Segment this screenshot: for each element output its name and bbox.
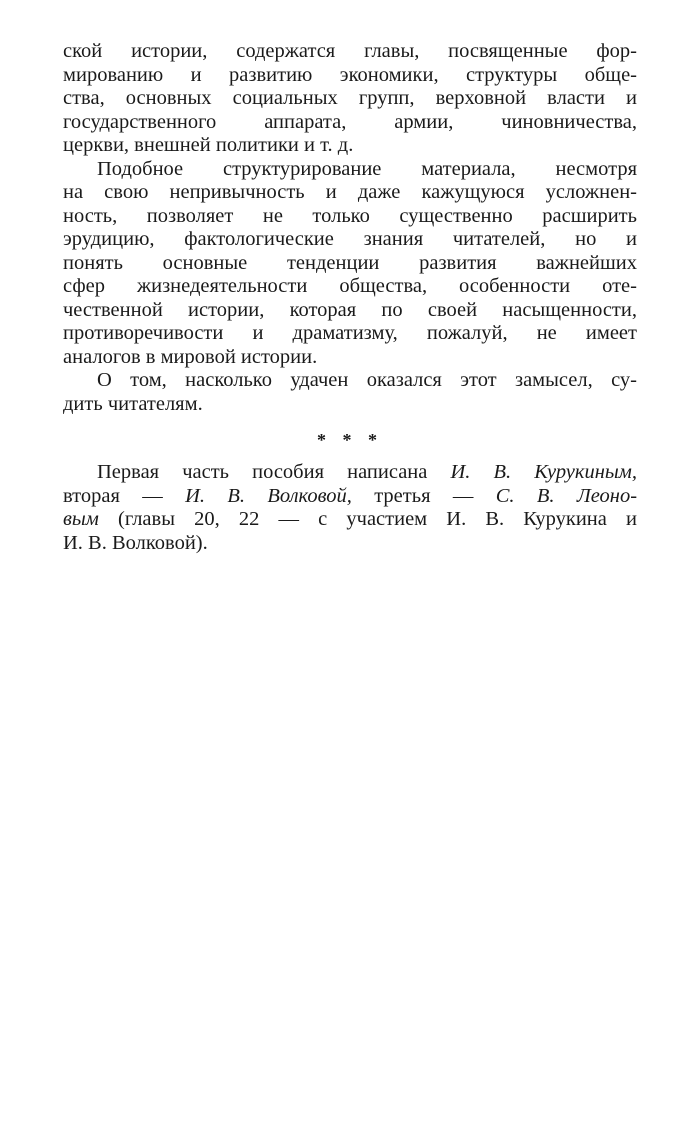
credits-text: вторая — <box>63 484 186 507</box>
text-line: ность, позволяет не только существенно расширить <box>63 204 637 227</box>
text-line: эрудицию, фактологические знания читателей, но и <box>63 228 637 250</box>
text-line <box>63 461 637 485</box>
text-line: мированию и развитию экономики, структуры обще- <box>63 63 637 86</box>
paragraph-chapters <box>63 40 637 158</box>
author-name: И. В. Курукиным, <box>450 461 637 483</box>
paragraph-credits <box>63 461 637 555</box>
text-line: государственного аппарата, армии, чиновничества, <box>63 110 637 133</box>
author-name: И. В. Волковой, <box>185 484 352 507</box>
section-separator: * * * <box>317 430 383 450</box>
credits-text: Первая часть пособия написана <box>97 461 451 483</box>
author-name: С. В. Леоно- <box>495 484 638 507</box>
text-line: О том, насколько удачен оказался этот замысел, су- <box>97 369 637 391</box>
text-line: ства, основных социальных групп, верховной власти и <box>63 87 637 109</box>
text-line <box>63 485 637 509</box>
text-line: церкви, внешней политики и т. д. <box>63 134 354 156</box>
text-line <box>63 508 637 532</box>
text-line: ской истории, содержатся главы, посвященные фор- <box>63 40 637 62</box>
text-line: чественной истории, которая по своей насыщенности, <box>63 298 637 321</box>
text-line: на свою непривычность и даже кажущуюся усложнен- <box>63 181 637 203</box>
paragraph-structuring <box>63 158 637 370</box>
credits-text: третья — <box>351 484 496 507</box>
text-line: сфер жизнедеятельности общества, особенности оте- <box>63 275 637 297</box>
text-line: аналогов в мировой истории. <box>63 345 318 368</box>
author-name: вым <box>63 508 99 530</box>
text-line: понять основные тенденции развития важнейших <box>63 251 637 274</box>
page-text <box>63 40 637 555</box>
text-line: дить читателям. <box>63 392 203 415</box>
text-line: Подобное структурирование материала, несмотря <box>97 157 637 180</box>
paragraph-readers <box>63 369 637 416</box>
text-line: противоречивости и драматизму, пожалуй, не имеет <box>63 322 637 344</box>
text-line: И. В. Волковой). <box>63 531 208 554</box>
credits-text: (главы 20, 22 — с участием И. В. Курукина и <box>98 508 637 530</box>
